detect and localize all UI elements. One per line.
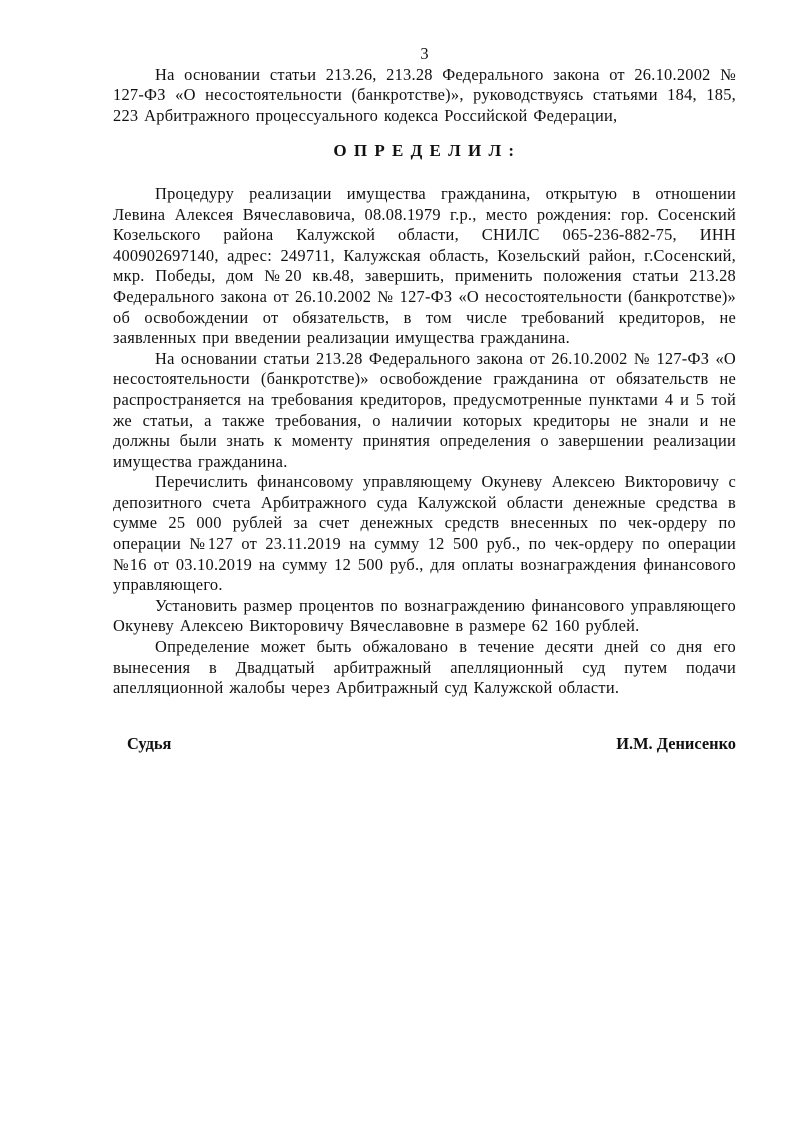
operative-paragraph-appeal: Определение может быть обжаловано в течение десяти дней со дня его вынесения в Двадцатый арбитражный апелляционный суд путем подачи апелляционной жалобы через Арбитражный суд Калужской области.	[113, 637, 736, 698]
operative-paragraph-payment: Перечислить финансовому управляющему Окуневу Алексею Викторовичу с депозитного счета Арбитражного суда Калужской области денежные средства в сумме 25 000 рублей за счет денежных средств внесенных по чек-ордеру по операции №127 от 23.11.2019 на сумму 12 500 руб., по чек-ордеру по операции №16 от 03.10.2019 на сумму 12 500 руб., для оплаты вознаграждения финансового управляющего.	[113, 472, 736, 595]
signature-row	[113, 734, 736, 755]
judge-role-label: Судья	[127, 733, 172, 753]
ruling-title: О П Р Е Д Е Л И Л :	[333, 141, 516, 161]
page-number: 3	[420, 44, 429, 63]
operative-paragraph-completion: Процедуру реализации имущества гражданина, открытую в отношении Левина Алексея Вячеславовича, 08.08.1979 г.р., место рождения: гор. Сосенский Козельского района Калужской области, СНИЛС 065-236-882-75, ИНН 400902697140, адрес: 249711, Калужская область, Козельский район, г.Сосенский, мкр. Победы, дом №20 кв.48, завершить, применить положения статьи 213.28 Федерального закона от 26.10.2002 № 127-ФЗ «О несостоятельности (банкротстве)» об освобождении от обязательств, в том числе требований кредиторов, не заявленных при введении реализации имущества гражданина.	[113, 183, 736, 348]
operative-paragraph-percent-award: Установить размер процентов по вознаграждению финансового управляющего Окуневу Алексею Викторовичу Вячеславовне в размере 62 160 рублей.	[113, 595, 736, 636]
operative-paragraph-release-limits: На основании статьи 213.28 Федерального закона от 26.10.2002 № 127-ФЗ «О несостоятельности (банкротстве)» освобождение гражданина от обязательств не распространяется на требования кредиторов, предусмотренные пунктами 4 и 5 той же статьи, а также требования, о наличии которых кредиторы не знали и не должны были знать к моменту принятия определения о завершении реализации имущества гражданина.	[113, 348, 736, 471]
preamble-paragraph: На основании статьи 213.26, 213.28 Федерального закона от 26.10.2002 № 127-ФЗ «О несостоятельности (банкротстве)», руководствуясь статьями 184, 185, 223 Арбитражного процессуального кодекса Российской Федерации,	[113, 64, 736, 125]
judge-name: И.М. Денисенко	[616, 733, 736, 753]
